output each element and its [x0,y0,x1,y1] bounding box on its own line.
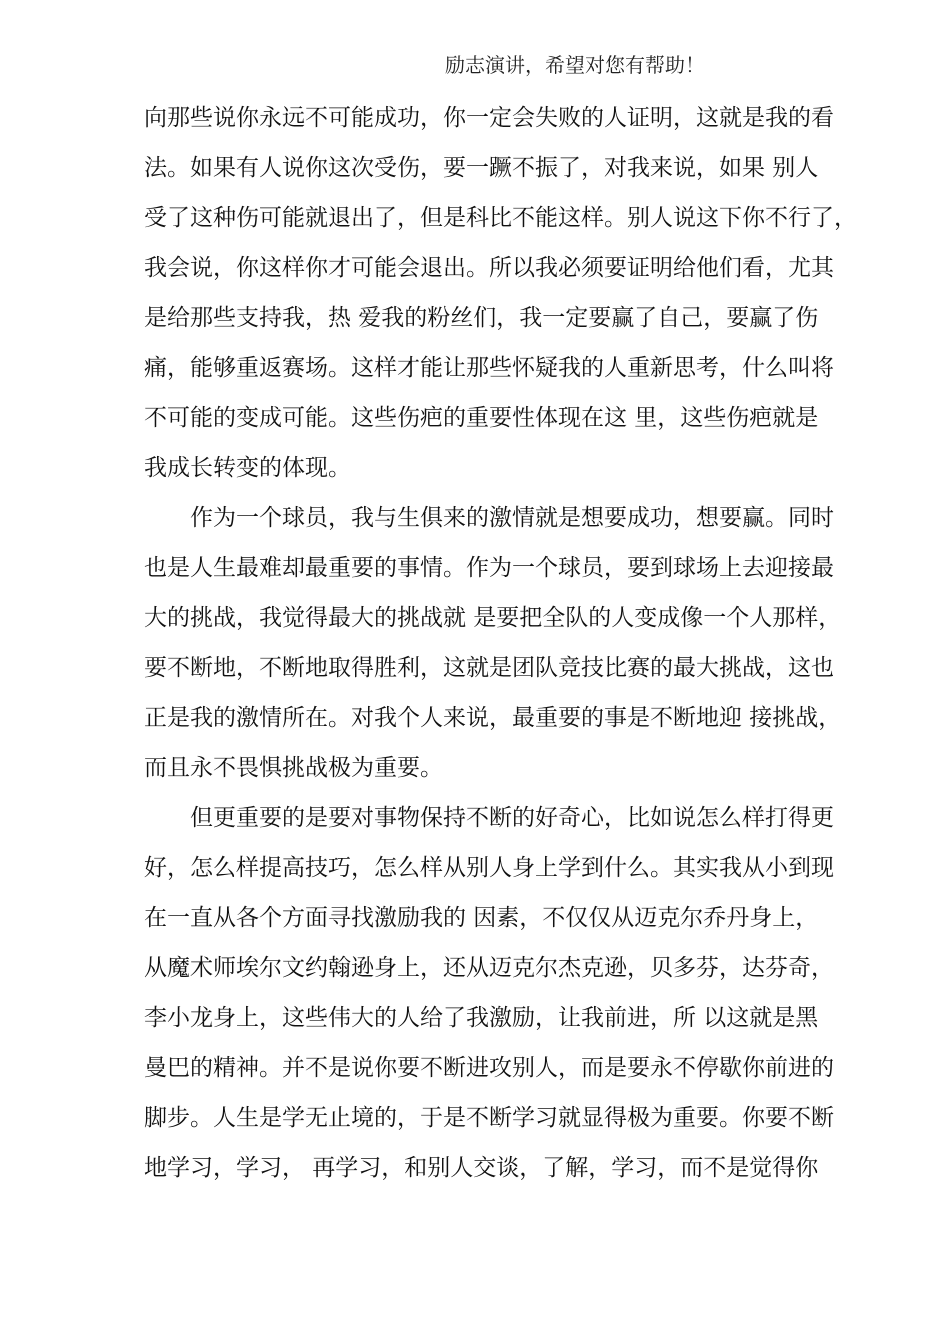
text-line: 我成长转变的体现。 [144,455,351,481]
text-line: 在一直从各个方面寻找激励我的 因素，不仅仅从迈克尔乔丹身上， [144,905,819,931]
text-line: 地学习，学习， 再学习，和别人交谈，了解，学习，而不是觉得你 [144,1155,819,1181]
paragraph [144,100,857,500]
text-line: 正是我的激情所在。对我个人来说，最重要的事是不断地迎 接挑战， [144,705,842,731]
text-line: 是给那些支持我，热 爱我的粉丝们，我一定要赢了自己，要赢了伤 [144,305,819,331]
text-line: 受了这种伤可能就退出了，但是科比不能这样。别人说这下你不行了， [144,205,857,231]
body-text [144,100,857,1200]
text-line: 好，怎么样提高技巧，怎么样从别人身上学到什么。其实我从小到现 [144,855,834,881]
text-line: 痛，能够重返赛场。这样才能让那些怀疑我的人重新思考，什么叫将 [144,355,834,381]
text-line: 也是人生最难却最重要的事情。作为一个球员，要到球场上去迎接最 [144,555,834,581]
text-line: 我会说，你这样你才可能会退出。所以我必须要证明给他们看，尤其 [144,255,834,281]
text-line: 不可能的变成可能。这些伤疤的重要性体现在这 里，这些伤疤就是 [144,405,819,431]
paragraph [144,800,834,1200]
text-line: 脚步。人生是学无止境的，于是不断学习就显得极为重要。你要不断 [144,1105,834,1131]
text-line: 作为一个球员，我与生俱来的激情就是想要成功，想要赢。同时 [190,505,834,531]
text-line: 曼巴的精神。并不是说你要不断进攻别人，而是要永不停歇你前进的 [144,1055,834,1081]
text-line: 而且永不畏惧挑战极为重要。 [144,755,443,781]
text-line: 法。如果有人说你这次受伤，要一蹶不振了，对我来说，如果 别人 [144,155,819,181]
text-line: 从魔术师埃尔文约翰逊身上，还从迈克尔杰克逊，贝多芬，达芬奇， [144,955,834,981]
text-line: 但更重要的是要对事物保持不断的好奇心，比如说怎么样打得更 [190,805,834,831]
text-line: 向那些说你永远不可能成功，你一定会失败的人证明，这就是我的看 [144,105,834,131]
paragraph [144,500,842,800]
text-line: 要不断地，不断地取得胜利，这就是团队竞技比赛的最大挑战，这也 [144,655,834,681]
text-line: 大的挑战，我觉得最大的挑战就 是要把全队的人变成像一个人那样， [144,605,842,631]
page-header: 励志演讲，希望对您有帮助！ [445,53,705,77]
text-line: 李小龙身上，这些伟大的人给了我激励，让我前进，所 以这就是黑 [144,1005,819,1031]
